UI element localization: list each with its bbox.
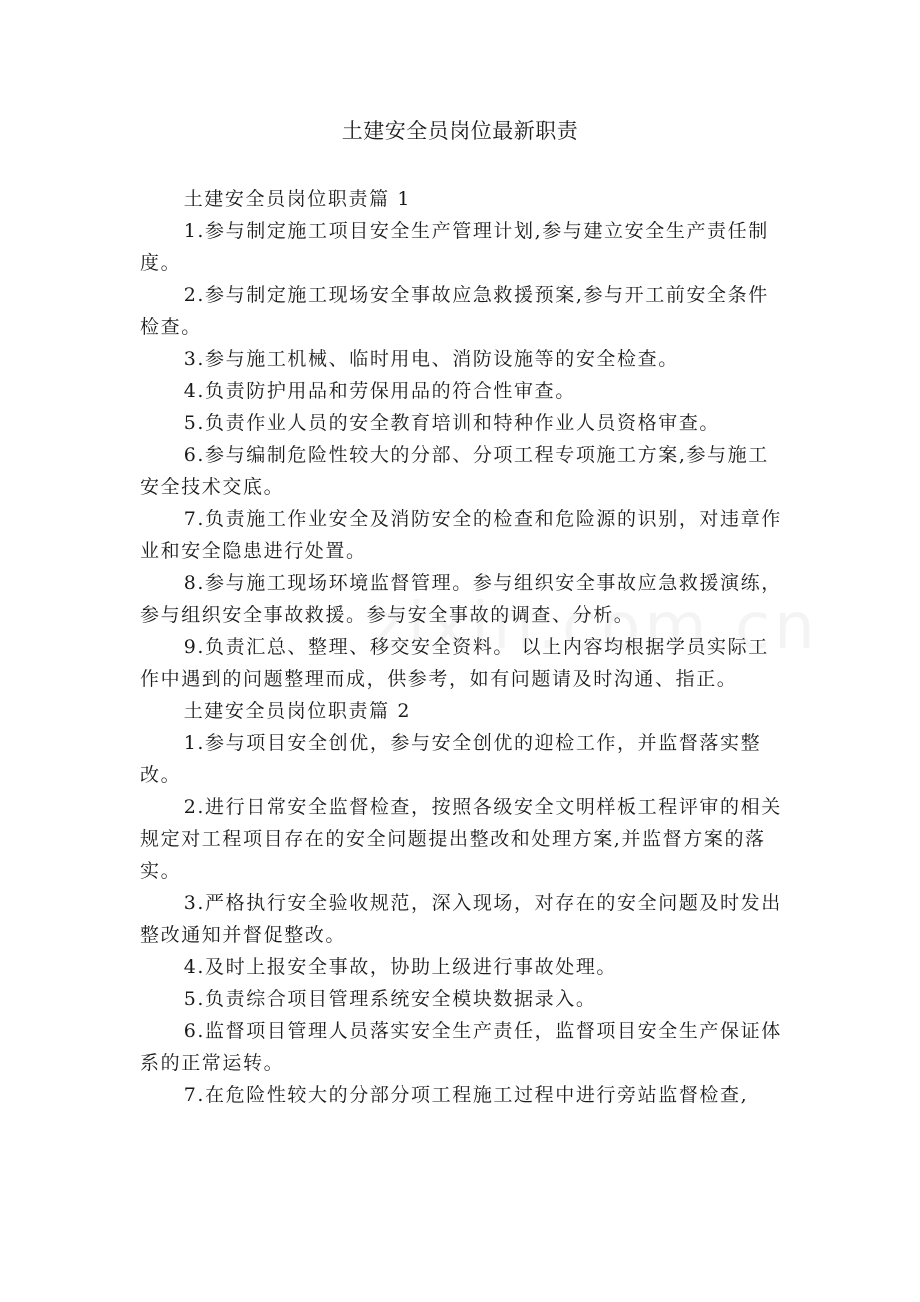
section-heading: 土建安全员岗位职责篇 1 (183, 188, 412, 210)
section-heading: 土建安全员岗位职责篇 2 (183, 700, 412, 722)
paragraph: 2.参与制定施工现场安全事故应急救援预案,参与开工前安全条件检查。 (140, 284, 769, 338)
paragraph: 5.负责作业人员的安全教育培训和特种作业人员资格审查。 (183, 412, 721, 434)
paragraph: 8.参与施工现场环境监督管理。参与组织安全事故应急救援演练，参与组织安全事故救援。参与安全事故的调查、分析。 (140, 572, 782, 626)
paragraph: 1.参与项目安全创优，参与安全创优的迎检工作，并监督落实整改。 (140, 732, 762, 786)
document-body (140, 183, 782, 1111)
document-title: 土建安全员岗位最新职责 (341, 119, 579, 143)
paragraph: 3.严格执行安全验收规范，深入现场，对存在的安全问题及时发出整改通知并督促整改。 (140, 892, 782, 946)
paragraph: 1.参与制定施工项目安全生产管理计划,参与建立安全生产责任制度。 (140, 220, 769, 274)
paragraph: 4.及时上报安全事故，协助上级进行事故处理。 (183, 956, 618, 978)
paragraph: 7.在危险性较大的分部分项工程施工过程中进行旁站监督检查, (183, 1084, 749, 1106)
paragraph: 2.进行日常安全监督检查，按照各级安全文明样板工程评审的相关规定对工程项目存在的安全问题提出整改和处理方案,并监督方案的落实。 (140, 796, 782, 882)
paragraph: 9.负责汇总、整理、移交安全资料。 以上内容均根据学员实际工作中遇到的问题整理而成，供参考，如有问题请及时沟通、指正。 (140, 636, 769, 690)
paragraph: 4.负责防护用品和劳保用品的符合性审查。 (183, 380, 576, 402)
paragraph: 6.参与编制危险性较大的分部、分项工程专项施工方案,参与施工安全技术交底。 (140, 444, 769, 498)
paragraph: 3.参与施工机械、临时用电、消防设施等的安全检查。 (183, 348, 679, 370)
paragraph: 7.负责施工作业安全及消防安全的检查和危险源的识别，对违章作业和安全隐患进行处置。 (140, 508, 782, 562)
paragraph: 6.监督项目管理人员落实安全生产责任，监督项目安全生产保证体系的正常运转。 (140, 1020, 782, 1074)
paragraph: 5.负责综合项目管理系统安全模块数据录入。 (183, 988, 597, 1010)
